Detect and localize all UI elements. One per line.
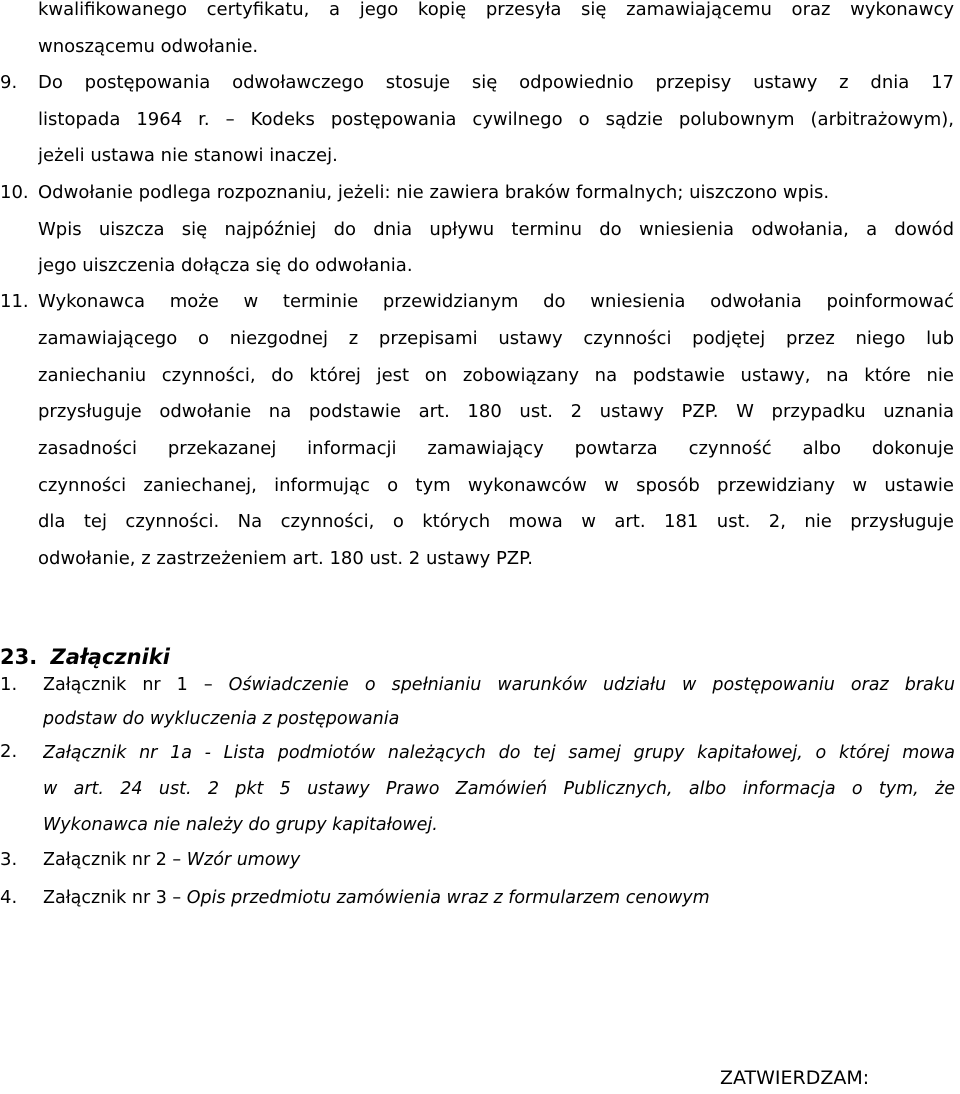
item-11-paragraph-cont [38,321,954,578]
text-line [43,668,955,702]
text-line: przysługuje odwołanie na podstawie art. 180 ust. 2 ustawy PZP. W przypadku uznania [38,401,954,423]
approval-label: ZATWIERDZAM: [720,1067,870,1089]
text-line: wnoszącemu odwołanie. [38,35,259,57]
attachment-title: Opis przedmiotu zamówienia wraz z formularzem cenowym [186,888,710,908]
item-number-11: 11. [0,291,29,312]
text-line [43,735,955,771]
attachment-prefix: Załącznik nr 1 – [43,675,229,695]
text-line [43,771,955,807]
text-line: zaniechaniu czynności, do której jest on zobowiązany na podstawie ustawy, na które nie [38,364,954,386]
text-line: Wpis uiszcza się najpóźniej do dnia upływu terminu do wniesienia odwołania, a dowód [38,218,954,240]
section-title: Załączniki [50,645,170,669]
text-line: kwalifikowanego certyfikatu, a jego kopię przesyła się zamawiającemu oraz wykonawcy [38,0,954,20]
continuation-paragraph [38,0,954,65]
attachment-prefix: Załącznik nr 3 – [43,888,187,908]
attachment-title: Załącznik nr 1a - Lista podmiotów należących do tej samej grupy kapitałowej, o której mowa [43,743,955,763]
text-line: jego uiszczenia dołącza się do odwołania. [38,255,413,277]
text-line: dla tej czynności. Na czynności, o których mowa w art. 181 ust. 2, nie przysługuje [38,511,954,533]
attachment-title-cont: w art. 24 ust. 2 pkt 5 ustawy Prawo Zamówień Publicznych, albo informacja o tym, że [43,779,955,799]
attachment-title: Oświadczenie o spełnianiu warunków udziału w postępowaniu oraz braku [228,675,955,695]
text-line: czynności zaniechanej, informując o tym wykonawców w sposób przewidziany w ustawie [38,474,954,496]
item-10-paragraph [38,175,954,285]
attachment-number: 4. [0,887,18,908]
text-line: Do postępowania odwoławczego stosuje się odpowiednio przepisy ustawy z dnia 17 [38,72,954,93]
attachment-text [43,735,955,843]
section-number: 23. [0,645,38,669]
text-line: Wykonawca może w terminie przewidzianym do wniesienia odwołania poinformować [38,291,954,312]
attachment-number: 1. [0,674,18,695]
text-line [43,807,955,843]
attachment-number: 3. [0,849,18,870]
text-line: zamawiającego o niezgodnej z przepisami ustawy czynności podjętej przez niego lub [38,328,954,349]
item-number-9: 9. [0,72,18,93]
attachment-title: Wzór umowy [186,850,301,870]
text-line: odwołanie, z zastrzeżeniem art. 180 ust. 2 ustawy PZP. [38,548,533,570]
item-number-10: 10. [0,182,29,203]
attachment-title-cont: Wykonawca nie należy do grupy kapitałowej. [43,815,438,835]
text-line: zasadności przekazanej informacji zamawiający powtarza czynność albo dokonuje [38,438,954,460]
text-line: jeżeli ustawa nie stanowi inaczej. [38,145,338,167]
text-line [43,881,955,915]
text-line [43,843,955,877]
attachment-title-cont: podstaw do wykluczenia z postępowania [43,709,400,729]
text-line: listopada 1964 r. – Kodeks postępowania cywilnego o sądzie polubownym (arbitrażowym), [38,108,954,130]
text-line: Odwołanie podlega rozpoznaniu, jeżeli: nie zawiera braków formalnych; uiszczono wpis. [38,182,830,203]
attachment-text [43,668,955,736]
attachment-text [43,843,955,877]
text-line [43,702,955,736]
item-11-paragraph [38,284,954,321]
attachment-prefix: Załącznik nr 2 – [43,850,187,870]
item-9-paragraph [38,65,954,175]
attachment-number: 2. [0,741,18,762]
attachment-text [43,881,955,915]
